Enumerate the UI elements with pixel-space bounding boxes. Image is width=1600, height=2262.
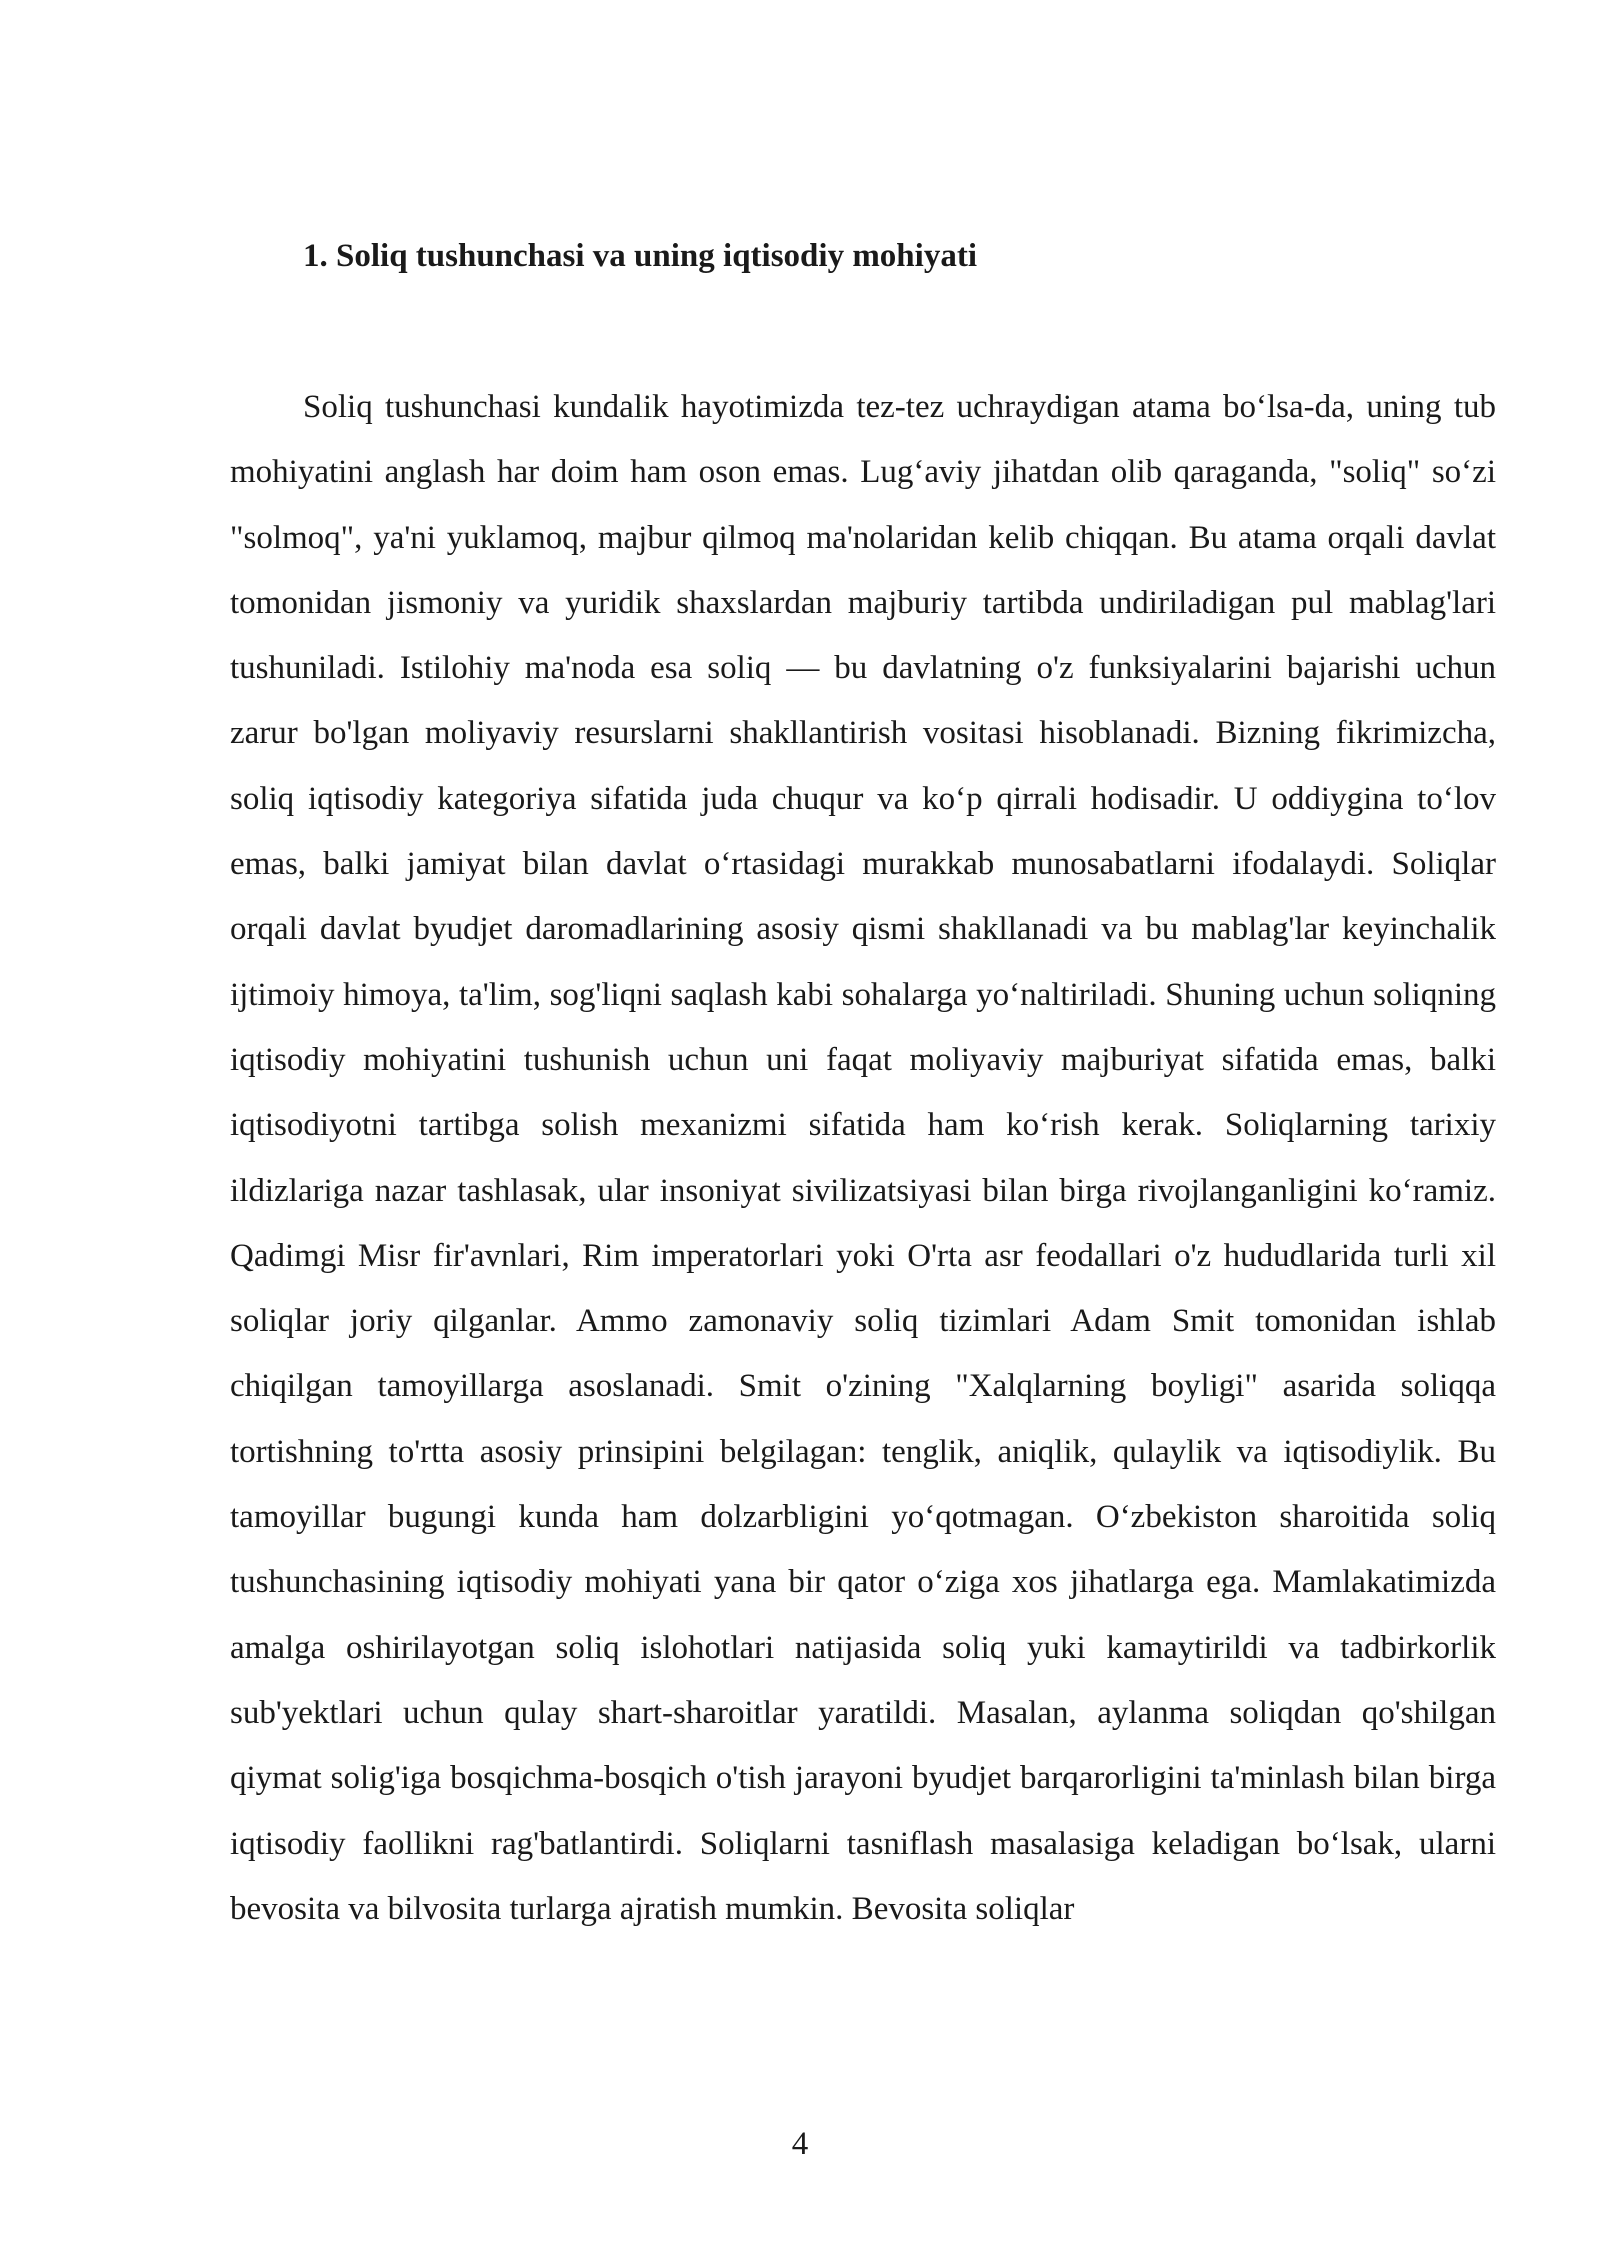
page-number: 4 [791, 2126, 809, 2162]
section-heading: 1. Soliq tushunchasi va uning iqtisodiy mohiyati [303, 238, 977, 274]
body-paragraph: Soliq tushunchasi kundalik hayotimizda tez-tez uchraydigan atama bo‘lsa-da, uning tub mohiyatini anglash har doim ham oson emas. Lug‘aviy jihatdan olib qaraganda, "soliq" so‘zi "solmoq", ya'ni yuklamoq, majbur qilmoq ma'nolaridan kelib chiqqan. Bu atama orqali davlat tomonidan jismoniy va yuridik shaxslardan majburiy tartibda undiriladigan pul mablag'lari tushuniladi. Istilohiy ma'noda esa soliq — bu davlatning o'z funksiyalarini bajarishi uchun zarur bo'lgan moliyaviy resurslarni shakllantirish vositasi hisoblanadi. Bizning fikrimizcha, soliq iqtisodiy kategoriya sifatida juda chuqur va ko‘p qirrali hodisadir. U oddiygina to‘lov emas, balki jamiyat bilan davlat o‘rtasidagi murakkab munosabatlarni ifodalaydi. Soliqlar orqali davlat byudjet daromadlarining asosiy qismi shakllanadi va bu mablag'lar keyinchalik ijtimoiy himoya, ta'lim, sog'liqni saqlash kabi sohalarga yo‘naltiriladi. Shuning uchun soliqning iqtisodiy mohiyatini tushunish uchun uni faqat moliyaviy majburiyat sifatida emas, balki iqtisodiyotni tartibga solish mexanizmi sifatida ham ko‘rish kerak. Soliqlarning tarixiy ildizlariga nazar tashlasak, ular insoniyat sivilizatsiyasi bilan birga rivojlanganligini ko‘ramiz. Qadimgi Misr fir'avnlari, Rim imperatorlari yoki O'rta asr feodallari o'z hududlarida turli xil soliqlar joriy qilganlar. Ammo zamonaviy soliq tizimlari Adam Smit tomonidan ishlab chiqilgan tamoyillarga asoslanadi. Smit o'zining "Xalqlarning boyligi" asarida soliqqa tortishning to'rtta asosiy prinsipini belgilagan: tenglik, aniqlik, qulaylik va iqtisodiylik. Bu tamoyillar bugungi kunda ham dolzarbligini yo‘qotmagan. O‘zbekiston sharoitida soliq tushunchasining iqtisodiy mohiyati yana bir qator o‘ziga xos jihatlarga ega. Mamlakatimizda amalga oshirilayotgan soliq islohotlari natijasida soliq yuki kamaytirildi va tadbirkorlik sub'yektlari uchun qulay shart-sharoitlar yaratildi. Masalan, aylanma soliqdan qo'shilgan qiymat solig'iga bosqichma-bosqich o'tish jarayoni byudjet barqarorligini ta'minlash bilan birga iqtisodiy faollikni rag'batlantirdi. Soliqlarni tasniflash masalasiga keladigan bo‘lsak, ularni bevosita va bilvosita turlarga ajratish mumkin. Bevosita soliqlar [230, 389, 1496, 1927]
